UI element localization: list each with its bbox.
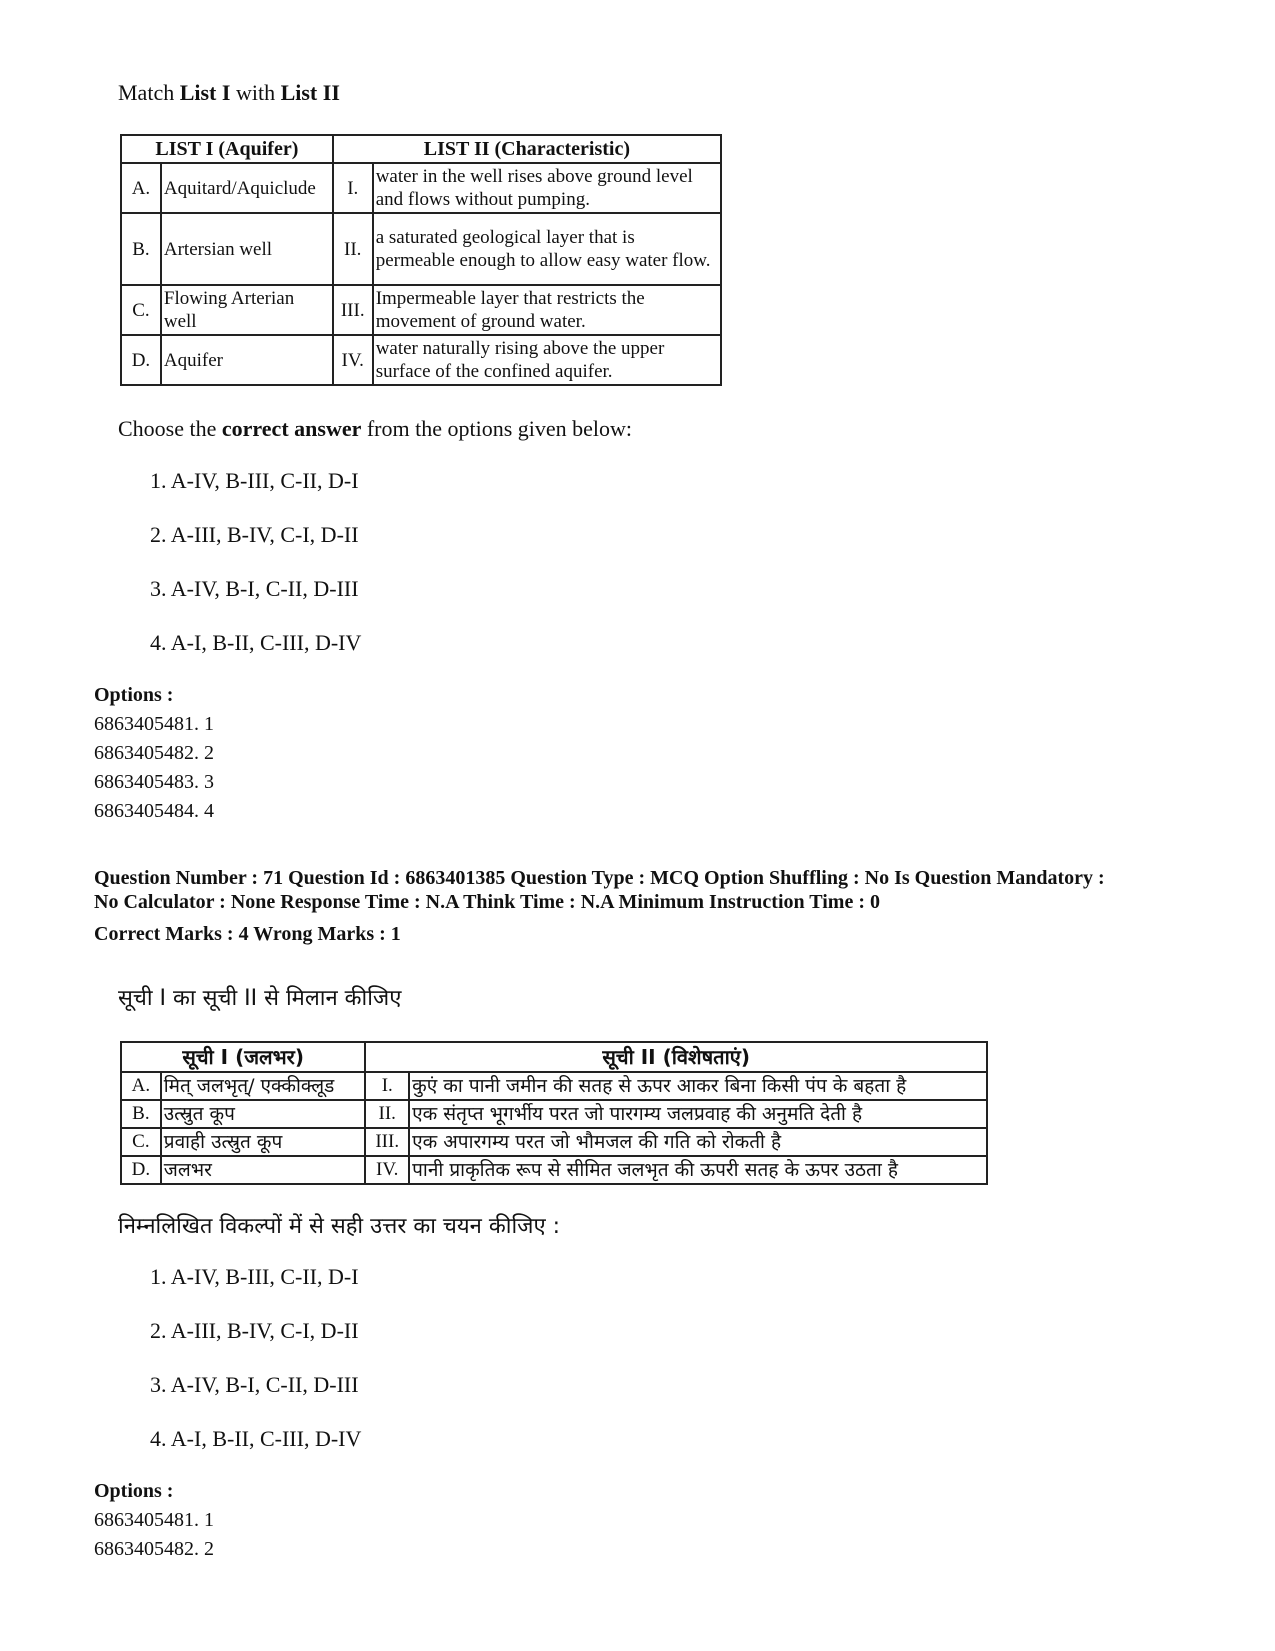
list1-item: Aquifer [161,335,333,385]
list2-desc: पानी प्राकृतिक रूप से सीमित जलभृत की ऊपरी सतह के ऊपर उठता है [409,1156,987,1184]
answer-choice-3: 3. A-IV, B-I, C-II, D-III [150,576,359,601]
answer-choice-1: 1. A-IV, B-III, C-II, D-I [150,468,359,493]
list2-desc: Impermeable layer that restricts the movement of ground water. [373,285,721,335]
row-roman: I. [365,1072,409,1100]
option-id-line: 6863405481. 1 [94,713,214,735]
option-id-line: 6863405482. 2 [94,742,214,764]
row-roman: II. [365,1100,409,1128]
match-instruction: Match List I with List II [118,80,340,105]
answer-choice-4: 4. A-I, B-II, C-III, D-IV [150,1426,362,1451]
row-letter: A. [121,163,161,213]
option-id-line: 6863405482. 2 [94,1538,214,1560]
list1-item: Flowing Arterian well [161,285,333,335]
list2-header: सूची II (विशेषताएं) [365,1042,987,1072]
question-meta-line2: No Calculator : None Response Time : N.A Think Time : N.A Minimum Instruction Time : 0 [94,891,880,913]
list2-desc: कुएं का पानी जमीन की सतह से ऊपर आकर बिना किसी पंप के बहता है [409,1072,987,1100]
row-roman: IV. [365,1156,409,1184]
answer-choice-2: 2. A-III, B-IV, C-I, D-II [150,522,359,547]
list1-item: उत्स्रुत कूप [161,1100,366,1128]
option-id-line: 6863405483. 3 [94,771,214,793]
question-meta [94,866,1214,914]
row-roman: IV. [333,335,373,385]
table-row [121,285,721,335]
answer-choice-4: 4. A-I, B-II, C-III, D-IV [150,630,362,655]
list2-desc: एक अपारगम्य परत जो भौमजल की गति को रोकती है [409,1128,987,1156]
row-letter: B. [121,213,161,285]
list1-header: सूची I (जलभर) [121,1042,365,1072]
question-meta-line1: Question Number : 71 Question Id : 6863401385 Question Type : MCQ Option Shuffling : No Is Question Mandatory : [94,867,1105,889]
row-letter: C. [121,285,161,335]
table-row [121,1156,987,1184]
list2-desc: a saturated geological layer that is permeable enough to allow easy water flow. [373,213,721,285]
table-row [121,213,721,285]
row-letter: A. [121,1072,161,1100]
list1-item: Aquitard/Aquiclude [161,163,333,213]
list1-item: प्रवाही उत्स्रुत कूप [161,1128,366,1156]
answer-choice-2: 2. A-III, B-IV, C-I, D-II [150,1318,359,1343]
row-letter: D. [121,335,161,385]
list1-item: जलभर [161,1156,366,1184]
row-letter: D. [121,1156,161,1184]
options-heading: Options : [94,1480,174,1502]
option-id-line: 6863405484. 4 [94,800,214,822]
option-id-line: 6863405481. 1 [94,1509,214,1531]
row-roman: I. [333,163,373,213]
match-table-english [120,134,722,386]
table-row [121,1100,987,1128]
row-roman: III. [365,1128,409,1156]
list1-item: Artersian well [161,213,333,285]
list2-desc: एक संतृप्त भूगर्भीय परत जो पारगम्य जलप्रवाह की अनुमति देती है [409,1100,987,1128]
match-instruction-hindi: सूची I का सूची II से मिलान कीजिए [118,986,402,1011]
list1-item: मित् जलभृत्/ एक्कीक्लूड [161,1072,366,1100]
match-table-hindi [120,1041,988,1185]
row-letter: B. [121,1100,161,1128]
table-row [121,163,721,213]
answer-choice-3: 3. A-IV, B-I, C-II, D-III [150,1372,359,1397]
list2-desc: water naturally rising above the upper surface of the confined aquifer. [373,335,721,385]
options-heading: Options : [94,684,174,706]
answer-choice-1: 1. A-IV, B-III, C-II, D-I [150,1264,359,1289]
question-marks: Correct Marks : 4 Wrong Marks : 1 [94,923,401,945]
list2-header: LIST II (Characteristic) [333,135,721,163]
list1-header: LIST I (Aquifer) [121,135,333,163]
table-row [121,335,721,385]
row-roman: II. [333,213,373,285]
list2-desc: water in the well rises above ground level and flows without pumping. [373,163,721,213]
choose-instruction-hindi: निम्नलिखित विकल्पों में से सही उत्तर का चयन कीजिए : [118,1214,561,1239]
table-row [121,1128,987,1156]
row-letter: C. [121,1128,161,1156]
row-roman: III. [333,285,373,335]
table-row [121,1072,987,1100]
choose-instruction: Choose the correct answer from the options given below: [118,416,633,441]
